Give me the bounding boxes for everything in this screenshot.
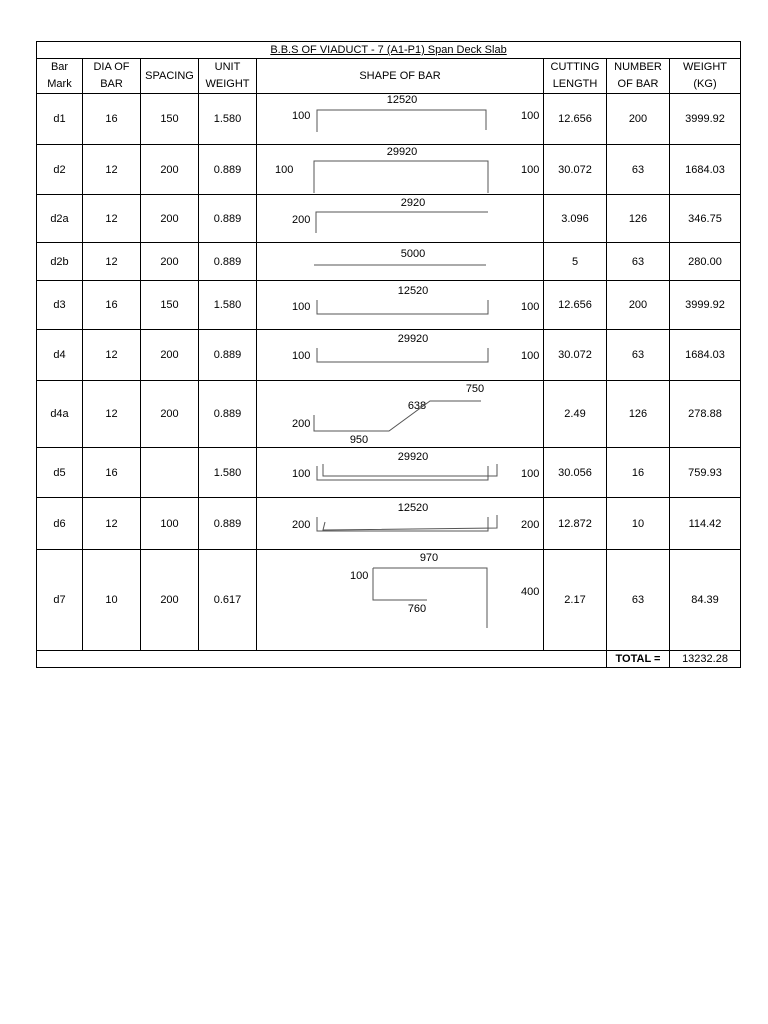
number-cell: 63 [607, 330, 670, 381]
bar-shape-diagram [257, 243, 544, 280]
shape-right-dim: 100 [521, 350, 540, 362]
cutting-length-cell: 5 [544, 243, 607, 281]
dia-cell: 12 [83, 145, 141, 195]
table-row [37, 195, 741, 243]
weight-cell: 114.42 [670, 498, 741, 550]
table-row [37, 381, 741, 448]
weight-cell: 3999.92 [670, 94, 741, 145]
bar-shape-diagram [257, 448, 544, 497]
spacing-cell: 150 [141, 94, 199, 145]
number-cell: 10 [607, 498, 670, 550]
spacing-cell: 200 [141, 195, 199, 243]
spacing-cell: 200 [141, 381, 199, 448]
cutting-length-cell: 30.072 [544, 330, 607, 381]
unit-weight-cell: 0.617 [199, 550, 257, 651]
spacing-cell: 200 [141, 145, 199, 195]
bar-shape-diagram [257, 330, 544, 380]
bar-shape-line [317, 466, 488, 480]
unit-weight-cell: 0.889 [199, 498, 257, 550]
cutting-length-cell: 2.17 [544, 550, 607, 651]
shape-left-dim: 100 [292, 468, 311, 480]
unit-weight-cell: 0.889 [199, 145, 257, 195]
dia-cell: 16 [83, 448, 141, 498]
bar-shape-diagram [257, 195, 544, 242]
table-row [37, 550, 741, 651]
bar-mark-cell: d1 [37, 94, 83, 145]
shape-top-dim: 29920 [397, 451, 429, 463]
spacing-cell: 150 [141, 281, 199, 330]
dia-cell: 16 [83, 281, 141, 330]
bar-shape-cell [257, 330, 544, 381]
shape-upper-dim: 750 [465, 383, 485, 395]
shape-left-dim: 100 [292, 110, 311, 122]
dia-cell: 16 [83, 94, 141, 145]
bar-shape-cell [257, 498, 544, 550]
shape-left-dim: 100 [292, 301, 311, 313]
unit-weight-cell: 1.580 [199, 281, 257, 330]
table-title: B.B.S OF VIADUCT - 7 (A1-P1) Span Deck Slab [37, 42, 741, 59]
bar-mark-cell: d6 [37, 498, 83, 550]
cutting-length-cell: 12.656 [544, 281, 607, 330]
header-shape: SHAPE OF BAR [257, 59, 544, 94]
bar-shape-line [373, 568, 427, 600]
header-cutting-length: CUTTING LENGTH [544, 59, 607, 94]
dia-cell: 12 [83, 498, 141, 550]
shape-right-dim: 100 [521, 468, 540, 480]
bar-shape-cell [257, 94, 544, 145]
shape-top-dim: 5000 [400, 248, 426, 260]
bar-mark-cell: d2b [37, 243, 83, 281]
bar-shape-cell [257, 195, 544, 243]
cutting-length-cell: 30.056 [544, 448, 607, 498]
number-cell: 16 [607, 448, 670, 498]
table-row [37, 281, 741, 330]
bar-mark-cell: d4a [37, 381, 83, 448]
number-cell: 63 [607, 550, 670, 651]
header-spacing: SPACING [141, 59, 199, 94]
bar-mark-cell: d7 [37, 550, 83, 651]
bar-shape-line [323, 515, 497, 530]
shape-slope-dim: 638 [407, 400, 427, 412]
dia-cell: 10 [83, 550, 141, 651]
unit-weight-cell: 1.580 [199, 94, 257, 145]
bar-shape-diagram [257, 498, 544, 549]
spacing-cell: 200 [141, 330, 199, 381]
header-dia: DIA OF BAR [83, 59, 141, 94]
shape-left-dim: 200 [292, 418, 311, 430]
shape-top-dim: 29920 [397, 333, 429, 345]
number-cell: 63 [607, 243, 670, 281]
number-cell: 126 [607, 381, 670, 448]
bar-shape-diagram [257, 281, 544, 329]
dia-cell: 12 [83, 195, 141, 243]
weight-cell: 84.39 [670, 550, 741, 651]
header-row [37, 59, 741, 94]
spacing-cell: 200 [141, 550, 199, 651]
bar-shape-line [316, 212, 488, 233]
weight-cell: 1684.03 [670, 145, 741, 195]
shape-top-dim: 2920 [400, 197, 426, 209]
unit-weight-cell: 1.580 [199, 448, 257, 498]
shape-left-dim: 100 [350, 570, 369, 582]
bar-shape-line [314, 401, 481, 431]
shape-top-dim: 29920 [386, 146, 418, 158]
weight-cell: 3999.92 [670, 281, 741, 330]
unit-weight-cell: 0.889 [199, 195, 257, 243]
weight-cell: 346.75 [670, 195, 741, 243]
bar-shape-cell [257, 448, 544, 498]
header-bar-mark: Bar Mark [37, 59, 83, 94]
cutting-length-cell: 12.656 [544, 94, 607, 145]
bar-shape-cell [257, 381, 544, 448]
bar-shape-line [373, 568, 487, 628]
header-weight: WEIGHT (KG) [670, 59, 741, 94]
shape-top-dim: 12520 [397, 285, 429, 297]
cutting-length-cell: 3.096 [544, 195, 607, 243]
bar-mark-cell: d3 [37, 281, 83, 330]
unit-weight-cell: 0.889 [199, 381, 257, 448]
weight-cell: 759.93 [670, 448, 741, 498]
table-row [37, 94, 741, 145]
unit-weight-cell: 0.889 [199, 330, 257, 381]
weight-cell: 278.88 [670, 381, 741, 448]
bar-mark-cell: d4 [37, 330, 83, 381]
bar-shape-cell [257, 550, 544, 651]
number-cell: 200 [607, 281, 670, 330]
bar-shape-line [317, 348, 488, 362]
shape-right-dim: 100 [521, 164, 540, 176]
bar-mark-cell: d5 [37, 448, 83, 498]
header-number: NUMBER OF BAR [607, 59, 670, 94]
table-row [37, 498, 741, 550]
table-row [37, 145, 741, 195]
bar-shape-diagram [257, 94, 544, 144]
bar-mark-cell: d2a [37, 195, 83, 243]
bar-shape-line [317, 300, 488, 314]
shape-bottom-dim: 760 [407, 603, 427, 615]
shape-left-dim: 100 [275, 164, 294, 176]
bar-shape-cell [257, 145, 544, 195]
weight-cell: 280.00 [670, 243, 741, 281]
shape-bottom-dim: 950 [349, 434, 369, 446]
total-value: 13232.28 [670, 651, 741, 668]
number-cell: 63 [607, 145, 670, 195]
shape-right-dim: 100 [521, 301, 540, 313]
bar-shape-cell [257, 281, 544, 330]
shape-right-dim: 100 [521, 110, 540, 122]
shape-left-dim: 200 [292, 519, 311, 531]
total-row [37, 651, 741, 668]
number-cell: 126 [607, 195, 670, 243]
spacing-cell: 200 [141, 243, 199, 281]
shape-left-dim: 200 [292, 214, 311, 226]
bar-shape-diagram [257, 550, 544, 650]
bar-shape-line [314, 161, 488, 193]
total-label: TOTAL = [607, 651, 670, 668]
bbs-table [36, 41, 741, 668]
bar-shape-diagram [257, 381, 544, 447]
bar-shape-cell [257, 243, 544, 281]
dia-cell: 12 [83, 381, 141, 448]
table-row [37, 243, 741, 281]
header-unit-weight: UNIT WEIGHT [199, 59, 257, 94]
shape-right-dim: 400 [521, 586, 540, 598]
table-row [37, 448, 741, 498]
spacing-cell [141, 448, 199, 498]
cutting-length-cell: 2.49 [544, 381, 607, 448]
bar-shape-diagram [257, 145, 544, 194]
bar-shape-line [323, 464, 497, 476]
unit-weight-cell: 0.889 [199, 243, 257, 281]
shape-left-dim: 100 [292, 350, 311, 362]
dia-cell: 12 [83, 330, 141, 381]
bar-mark-cell: d2 [37, 145, 83, 195]
cutting-length-cell: 30.072 [544, 145, 607, 195]
shape-right-dim: 200 [521, 519, 540, 531]
spacing-cell: 100 [141, 498, 199, 550]
number-cell: 200 [607, 94, 670, 145]
bar-shape-line [317, 110, 486, 132]
shape-top-dim: 970 [419, 552, 439, 564]
shape-top-dim: 12520 [386, 94, 418, 106]
cutting-length-cell: 12.872 [544, 498, 607, 550]
table-row [37, 330, 741, 381]
weight-cell: 1684.03 [670, 330, 741, 381]
dia-cell: 12 [83, 243, 141, 281]
shape-top-dim: 12520 [397, 502, 429, 514]
